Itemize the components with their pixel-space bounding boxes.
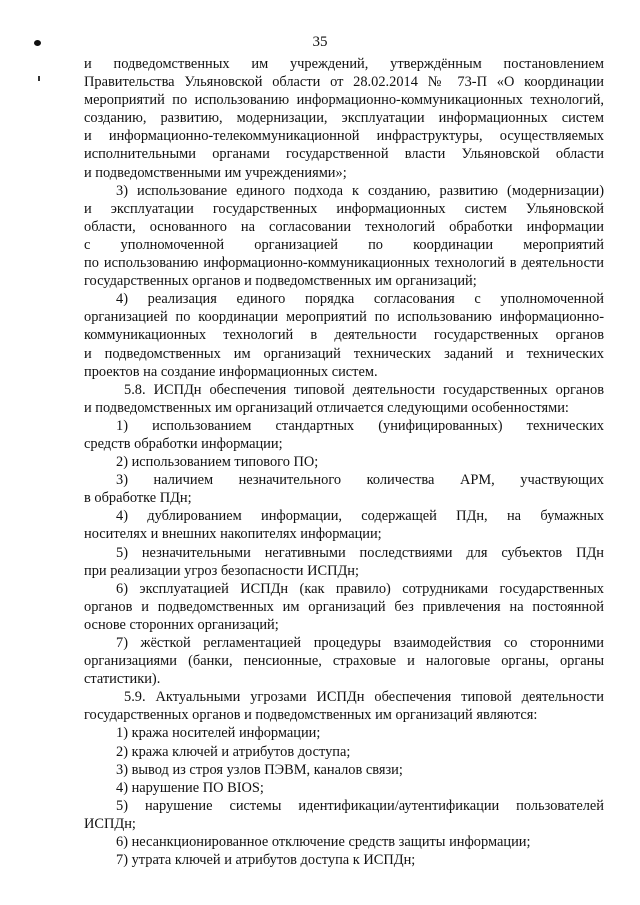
text-line: с уполномоченной организацией по координации мероприятий bbox=[84, 236, 604, 253]
text-line: Правительства Ульяновской области от 28.02.2014 № 73-П «О координации bbox=[84, 74, 604, 91]
text-line: организациями (банки, пенсионные, страховые и налоговые органы, органы bbox=[84, 653, 604, 670]
list-item-line: 3) использование единого подхода к созданию, развитию (модернизации) bbox=[116, 182, 604, 199]
body-text bbox=[84, 55, 604, 869]
text-line: основе сторонних организаций; bbox=[84, 616, 279, 633]
list-item-line: 1) кража носителей информации; bbox=[116, 725, 321, 742]
text-line: ИСПДн; bbox=[84, 815, 136, 832]
list-item-line: 2) использованием типового ПО; bbox=[116, 454, 319, 471]
list-item-line: 6) несанкционированное отключение средств защиты информации; bbox=[116, 834, 531, 851]
list-item-line: 7) жёсткой регламентацией процедуры взаимодействия со сторонними bbox=[116, 635, 604, 651]
text-line: и подведомственных им организаций технических заданий и технических bbox=[84, 345, 604, 362]
text-line: государственных органов и подведомственных им организаций; bbox=[84, 273, 477, 290]
text-line: исполнительными органами государственной власти Ульяновской области bbox=[84, 146, 604, 163]
scan-artifact-tick bbox=[38, 76, 40, 81]
list-item-line: 7) утрата ключей и атрибутов доступа к ИСПДн; bbox=[116, 852, 416, 869]
text-line: статистики). bbox=[84, 671, 161, 688]
list-item-line: 4) дублированием информации, содержащей ПДн, на бумажных bbox=[116, 508, 604, 525]
list-item-line: 5) нарушение системы идентификации/аутентификации пользователей bbox=[116, 797, 604, 814]
text-line: мероприятий по использованию информационно-коммуникационных технологий, bbox=[84, 92, 604, 109]
text-line: проектов на создание информационных систем. bbox=[84, 363, 378, 380]
list-item-line: 3) вывод из строя узлов ПЭВМ, каналов связи; bbox=[116, 761, 403, 778]
text-line: созданию, развитию, модернизации, эксплуатации информационных систем bbox=[84, 110, 604, 127]
section-heading-line: 5.8. ИСПДн обеспечения типовой деятельности государственных органов bbox=[124, 381, 604, 398]
text-line: носителях и внешних накопителях информации; bbox=[84, 526, 382, 543]
text-line: средств обработки информации; bbox=[84, 435, 283, 452]
list-item-line: 5) незначительными негативными последствиями для субъектов ПДн bbox=[116, 544, 604, 561]
list-item-line: 2) кража ключей и атрибутов доступа; bbox=[116, 743, 351, 760]
text-line: государственных органов и подведомственных им организаций являются: bbox=[84, 707, 538, 724]
list-item-line: 4) нарушение ПО BIOS; bbox=[116, 779, 264, 796]
list-item-line: 3) наличием незначительного количества АРМ, участвующих bbox=[116, 472, 604, 489]
page-number: 35 bbox=[312, 34, 328, 50]
text-line: организацией по координации мероприятий по использованию информационно- bbox=[84, 309, 604, 326]
list-item-line: 1) использованием стандартных (унифицированных) технических bbox=[116, 417, 604, 434]
text-line: и подведомственных им организаций отличается следующими особенностями: bbox=[84, 399, 569, 416]
list-item-line: 6) эксплуатацией ИСПДн (как правило) сотрудниками государственных bbox=[116, 580, 604, 597]
text-line: в обработке ПДн; bbox=[84, 490, 192, 507]
text-line: и информационно-телекоммуникационной инфраструктуры, осуществляемых bbox=[84, 128, 604, 145]
text-line: органов и подведомственных им организаций без привлечения на постоянной bbox=[84, 598, 604, 615]
text-line: и подведомственными им учреждениями»; bbox=[84, 164, 347, 181]
text-line: и эксплуатации государственных информационных систем Ульяновской bbox=[84, 200, 604, 217]
list-item-line: 4) реализация единого порядка согласования с уполномоченной bbox=[116, 291, 604, 308]
text-line: коммуникационных технологий в деятельности государственных органов bbox=[84, 327, 604, 344]
text-line: области, основанного на согласовании технологий обработки информации bbox=[84, 218, 604, 235]
text-line: и подведомственных им учреждений, утверждённым постановлением bbox=[84, 56, 604, 72]
section-heading-line: 5.9. Актуальными угрозами ИСПДн обеспечения типовой деятельности bbox=[124, 689, 604, 706]
text-line: при реализации угроз безопасности ИСПДн; bbox=[84, 562, 359, 579]
text-line: по использованию информационно-коммуникационных технологий в деятельности bbox=[84, 255, 604, 272]
